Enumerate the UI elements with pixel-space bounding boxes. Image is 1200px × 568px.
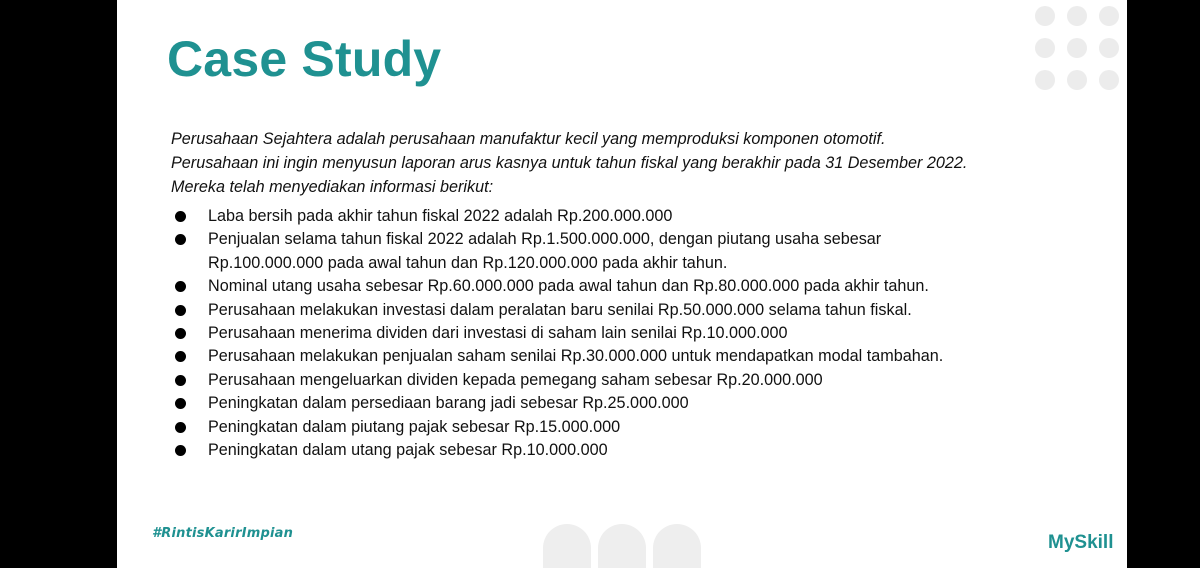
fact-text: Laba bersih pada akhir tahun fiskal 2022 adalah Rp.200.000.000 [208,207,673,225]
facts-list [171,205,1071,462]
fact-item [171,228,1071,275]
decor-dot [1099,70,1119,90]
myskill-logo: MySkill [1048,532,1114,553]
intro-line: Mereka telah menyediakan informasi berikut: [171,178,494,196]
slide-title: Case Study [167,31,442,87]
slide [117,0,1127,568]
bullet-icon [175,211,186,222]
intro-line: Perusahaan ini ingin menyusun laporan arus kasnya untuk tahun fiskal yang berakhir pada 31 Desember 2022. [171,154,968,172]
fact-text: Nominal utang usaha sebesar Rp.60.000.000 pada awal tahun dan Rp.80.000.000 pada akhir tahun. [208,277,929,296]
fact-text: Perusahaan mengeluarkan dividen kepada pemegang saham sebesar Rp.20.000.000 [208,370,823,389]
fact-text: Peningkatan dalam piutang pajak sebesar Rp.15.000.000 [208,417,621,436]
fact-item [171,205,1071,228]
decor-dot [1099,38,1119,58]
decor-tab-shape [653,524,701,568]
fact-text: Perusahaan menerima dividen dari investasi di saham lain senilai Rp.10.000.000 [208,324,788,343]
fact-item [171,299,1071,322]
footer-hashtag: #RintisKarirImpian [152,526,294,541]
decor-dot [1035,70,1055,90]
fact-text: Perusahaan melakukan penjualan saham senilai Rp.30.000.000 untuk mendapatkan modal tambahan. [208,347,944,366]
fact-item [171,345,1071,368]
fact-item [171,275,1071,298]
bullet-icon [175,351,186,362]
bullet-icon [175,375,186,386]
fact-item [171,416,1071,439]
decor-dot [1035,38,1055,58]
bullet-icon [175,328,186,339]
decor-tab-shape [598,524,646,568]
bullet-icon [175,398,186,409]
decor-dot [1099,6,1119,26]
decor-dot [1067,70,1087,90]
intro-paragraph [171,127,1071,199]
decor-dot [1067,38,1087,58]
fact-text: Peningkatan dalam persediaan barang jadi sebesar Rp.25.000.000 [208,394,689,413]
fact-item [171,369,1071,392]
fact-text: Rp.100.000.000 pada awal tahun dan Rp.120.000.000 pada akhir tahun. [208,253,728,272]
fact-item [171,392,1071,415]
fact-item [171,322,1071,345]
bullet-icon [175,422,186,433]
bullet-icon [175,234,186,245]
bullet-icon [175,281,186,292]
intro-line: Perusahaan Sejahtera adalah perusahaan manufaktur kecil yang memproduksi komponen otomotif. [171,130,886,148]
decor-dot [1035,6,1055,26]
bullet-icon [175,445,186,456]
decor-tab-shape [543,524,591,568]
fact-text: Peningkatan dalam utang pajak sebesar Rp.10.000.000 [208,441,608,460]
fact-text: Perusahaan melakukan investasi dalam peralatan baru senilai Rp.50.000.000 selama tahun fiskal. [208,300,912,319]
bullet-icon [175,305,186,316]
decor-dot [1067,6,1087,26]
fact-text: Penjualan selama tahun fiskal 2022 adalah Rp.1.500.000.000, dengan piutang usaha sebesar [208,230,882,249]
fact-item [171,439,1071,462]
dot-grid-decoration [1035,6,1125,96]
